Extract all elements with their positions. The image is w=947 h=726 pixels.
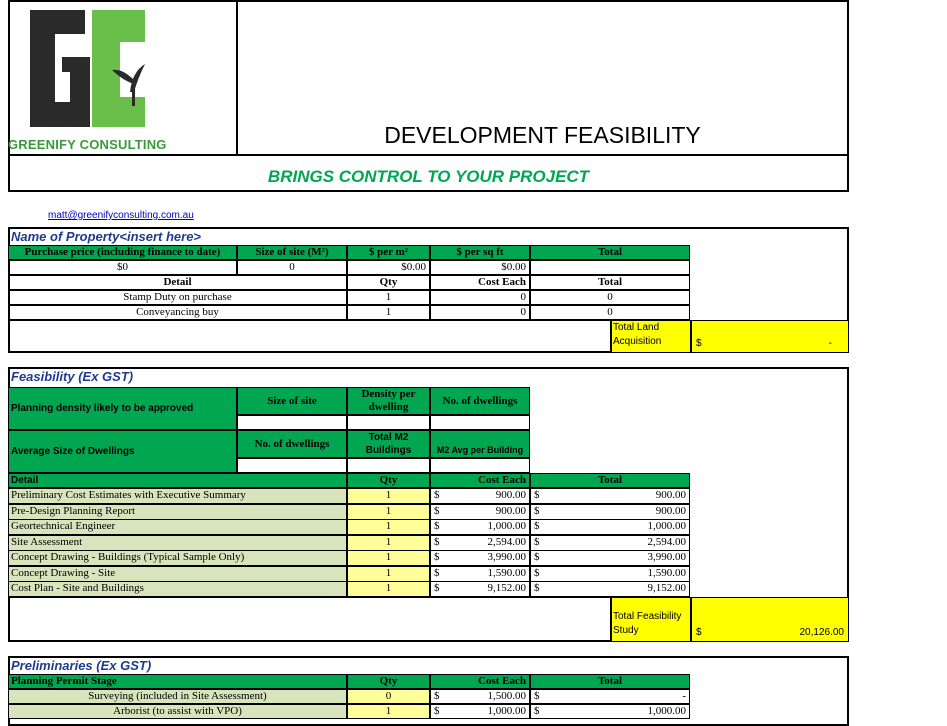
feas-row-total-currency: $	[534, 504, 540, 517]
feas-row-qty[interactable]: 1	[347, 519, 430, 535]
m2-avg-header: M2 Avg per Building	[430, 430, 530, 458]
total-feasibility-label-2: Study	[613, 625, 639, 636]
total-land-label-2: Acquisition	[613, 336, 662, 347]
feas-row-cost[interactable]	[430, 519, 530, 535]
feas-row-cost-currency: $	[434, 566, 440, 579]
total-land-value-cell	[691, 320, 849, 353]
prelim-row-detail: Surveying (included in Site Assessment)	[8, 689, 347, 704]
feas-row-qty[interactable]: 1	[347, 550, 430, 566]
feas-total-header: Total	[530, 473, 690, 488]
purchase-price-header: Purchase price (including finance to date)	[8, 245, 237, 260]
m2-avg-input[interactable]	[430, 458, 530, 473]
prelim-total-header: Total	[530, 674, 690, 689]
feas-row-cost-currency: $	[434, 504, 440, 517]
feas-row-total-amount: 900.00	[655, 489, 686, 501]
company-logo	[10, 2, 234, 154]
feas-row-cost-amount[interactable]: 900.00	[495, 489, 526, 501]
feas-row-detail: Concept Drawing - Buildings (Typical Sample Only)	[8, 550, 347, 566]
feas-row-cost[interactable]	[430, 581, 530, 597]
feas-row-qty[interactable]: 1	[347, 581, 430, 597]
land-row-total: 0	[530, 305, 690, 320]
no-dwellings-2-input[interactable]	[237, 458, 347, 473]
feas-row-total-amount: 900.00	[655, 504, 686, 517]
total-feasibility-value: 20,126.00	[799, 627, 844, 638]
land-row-qty[interactable]: 1	[347, 305, 430, 320]
purchase-price-value[interactable]: $0	[8, 260, 237, 275]
land-qty-header: Qty	[347, 275, 430, 290]
feas-blank-row	[8, 597, 611, 642]
feas-row-total-amount: 1,590.00	[647, 566, 686, 579]
feas-row-cost-currency: $	[434, 582, 440, 594]
feas-row-total-currency: $	[534, 551, 540, 563]
feas-row-cost-currency: $	[434, 520, 440, 532]
prelim-row-cost-amount[interactable]: 1,500.00	[487, 690, 526, 702]
feas-row-detail: Pre-Design Planning Report	[8, 504, 347, 520]
feas-row-cost-amount[interactable]: 900.00	[495, 504, 526, 517]
land-row-cost[interactable]: 0	[430, 305, 530, 320]
total-m2-input[interactable]	[347, 458, 430, 473]
land-row-qty[interactable]: 1	[347, 290, 430, 305]
feas-row-total	[530, 535, 690, 551]
total-feasibility-value-cell	[691, 597, 849, 642]
density-per-dwelling-text: Density per dwelling	[361, 388, 416, 413]
avg-size-text: Average Size of Dwellings	[11, 446, 135, 457]
feas-row-detail: Preliminary Cost Estimates with Executive Summary	[8, 488, 347, 504]
tagline: BRINGS CONTROL TO YOUR PROJECT	[267, 167, 590, 186]
feas-row-cost[interactable]	[430, 535, 530, 551]
feas-row-total-amount: 1,000.00	[647, 520, 686, 532]
prelim-row-cost[interactable]	[430, 689, 530, 704]
feas-row-total	[530, 581, 690, 597]
no-dwellings-input[interactable]	[430, 415, 530, 430]
total-m2-header	[347, 430, 430, 458]
total-feasibility-label-1: Total Feasibility	[613, 611, 682, 622]
feas-row-qty[interactable]: 1	[347, 504, 430, 520]
header-divider	[8, 154, 849, 156]
feasibility-title: Feasibility (Ex GST)	[11, 369, 134, 384]
feas-row-cost-currency: $	[434, 535, 440, 548]
density-input[interactable]	[347, 415, 430, 430]
land-row-detail: Conveyancing buy	[8, 305, 347, 320]
no-dwellings-2-header: No. of dwellings	[237, 430, 347, 458]
feas-row-cost[interactable]	[430, 566, 530, 582]
feas-row-detail: Cost Plan - Site and Buildings	[8, 581, 347, 597]
prelim-row-cost-amount[interactable]: 1,000.00	[487, 705, 526, 717]
planning-density-text: Planning density likely to be approved	[11, 403, 194, 414]
prelim-row-total	[530, 704, 690, 719]
land-row-total: 0	[530, 290, 690, 305]
feas-row-total-currency: $	[534, 582, 540, 594]
feas-row-cost-amount[interactable]: 1,590.00	[487, 566, 526, 579]
per-m2-value: $0.00	[347, 260, 430, 275]
planning-permit-header: Planning Permit Stage	[8, 674, 347, 689]
prelim-row-detail: Arborist (to assist with VPO)	[8, 704, 347, 719]
total-land-label	[611, 320, 691, 353]
per-m2-header: $ per m²	[347, 245, 430, 260]
email-link[interactable]: matt@greenifyconsulting.com.au	[48, 210, 194, 221]
total-land-value: -	[828, 338, 832, 349]
feas-row-qty[interactable]: 1	[347, 488, 430, 504]
property-name-title[interactable]: Name of Property<insert here>	[11, 229, 202, 244]
feas-row-detail: Concept Drawing - Site	[8, 566, 347, 582]
feas-row-cost-currency: $	[434, 489, 440, 501]
prelim-qty-header: Qty	[347, 674, 430, 689]
land-detail-header: Detail	[8, 275, 347, 290]
feas-detail-header: Detail	[8, 473, 347, 488]
planning-density-label	[8, 387, 237, 430]
land-blank-row	[8, 320, 611, 353]
land-total-header: Total	[530, 245, 690, 260]
feas-row-total-currency: $	[534, 489, 540, 501]
prelim-row-total-currency: $	[534, 705, 540, 717]
page-title: DEVELOPMENT FEASIBILITY	[384, 122, 701, 148]
prelim-row-cost-currency: $	[434, 690, 440, 702]
feas-row-total-amount: 9,152.00	[647, 582, 686, 594]
per-sqft-value: $0.00	[430, 260, 530, 275]
total-land-label-1: Total Land	[613, 322, 660, 333]
feas-row-total	[530, 566, 690, 582]
feas-row-total	[530, 488, 690, 504]
feas-row-cost[interactable]	[430, 504, 530, 520]
feas-row-total	[530, 550, 690, 566]
no-dwellings-header: No. of dwellings	[430, 387, 530, 415]
feas-row-cost-amount[interactable]: 1,000.00	[487, 520, 526, 532]
feas-row-total	[530, 519, 690, 535]
size-of-site-header: Size of site	[237, 387, 347, 415]
land-cost-header: Cost Each	[430, 275, 530, 290]
feas-row-total-currency: $	[534, 535, 540, 548]
total-feasibility-currency: $	[696, 627, 702, 638]
prelim-row-qty[interactable]: 1	[347, 704, 430, 719]
feas-row-detail: Site Assessment	[8, 535, 347, 551]
feas-row-cost[interactable]	[430, 488, 530, 504]
land-row-cost[interactable]: 0	[430, 290, 530, 305]
prelim-cost-header: Cost Each	[430, 674, 530, 689]
avg-size-label	[8, 430, 237, 473]
feas-qty-header: Qty	[347, 473, 430, 488]
feas-row-cost-amount[interactable]: 3,990.00	[487, 551, 526, 563]
feas-row-qty[interactable]: 1	[347, 535, 430, 551]
size-of-site-input[interactable]	[237, 415, 347, 430]
feas-row-total-currency: $	[534, 520, 540, 532]
prelim-row-total	[530, 689, 690, 704]
preliminaries-title: Preliminaries (Ex GST)	[11, 658, 152, 673]
prelim-row-cost-currency: $	[434, 705, 440, 717]
feas-row-total-currency: $	[534, 566, 540, 579]
feas-row-detail: Geortechnical Engineer	[8, 519, 347, 535]
feas-row-total-amount: 3,990.00	[647, 551, 686, 563]
feas-row-cost-amount[interactable]: 2,594.00	[487, 535, 526, 548]
total-m2-text: Total M2 Buildings	[365, 432, 412, 456]
total-land-currency: $	[696, 338, 702, 349]
land-row-detail: Stamp Duty on purchase	[8, 290, 347, 305]
feas-cost-header: Cost Each	[430, 473, 530, 488]
logo-text: GREENIFY CONSULTING	[8, 137, 167, 152]
feas-row-total-amount: 2,594.00	[647, 535, 686, 548]
prelim-row-qty[interactable]: 0	[347, 689, 430, 704]
feas-row-cost-amount[interactable]: 9,152.00	[487, 582, 526, 594]
feas-row-qty[interactable]: 1	[347, 566, 430, 582]
prelim-row-total-amount: 1,000.00	[647, 705, 686, 717]
feas-row-cost-currency: $	[434, 551, 440, 563]
land-total-col-header: Total	[530, 275, 690, 290]
land-total-value	[530, 260, 690, 275]
prelim-row-total-currency: $	[534, 690, 540, 702]
feas-row-total	[530, 504, 690, 520]
site-size-header: Size of site (M²)	[237, 245, 347, 260]
site-size-value[interactable]: 0	[237, 260, 347, 275]
total-feasibility-label	[611, 597, 691, 642]
per-sqft-header: $ per sq ft	[430, 245, 530, 260]
prelim-row-total-amount: -	[682, 690, 686, 702]
feas-row-cost[interactable]	[430, 550, 530, 566]
prelim-row-cost[interactable]	[430, 704, 530, 719]
density-per-dwelling-header	[347, 387, 430, 415]
